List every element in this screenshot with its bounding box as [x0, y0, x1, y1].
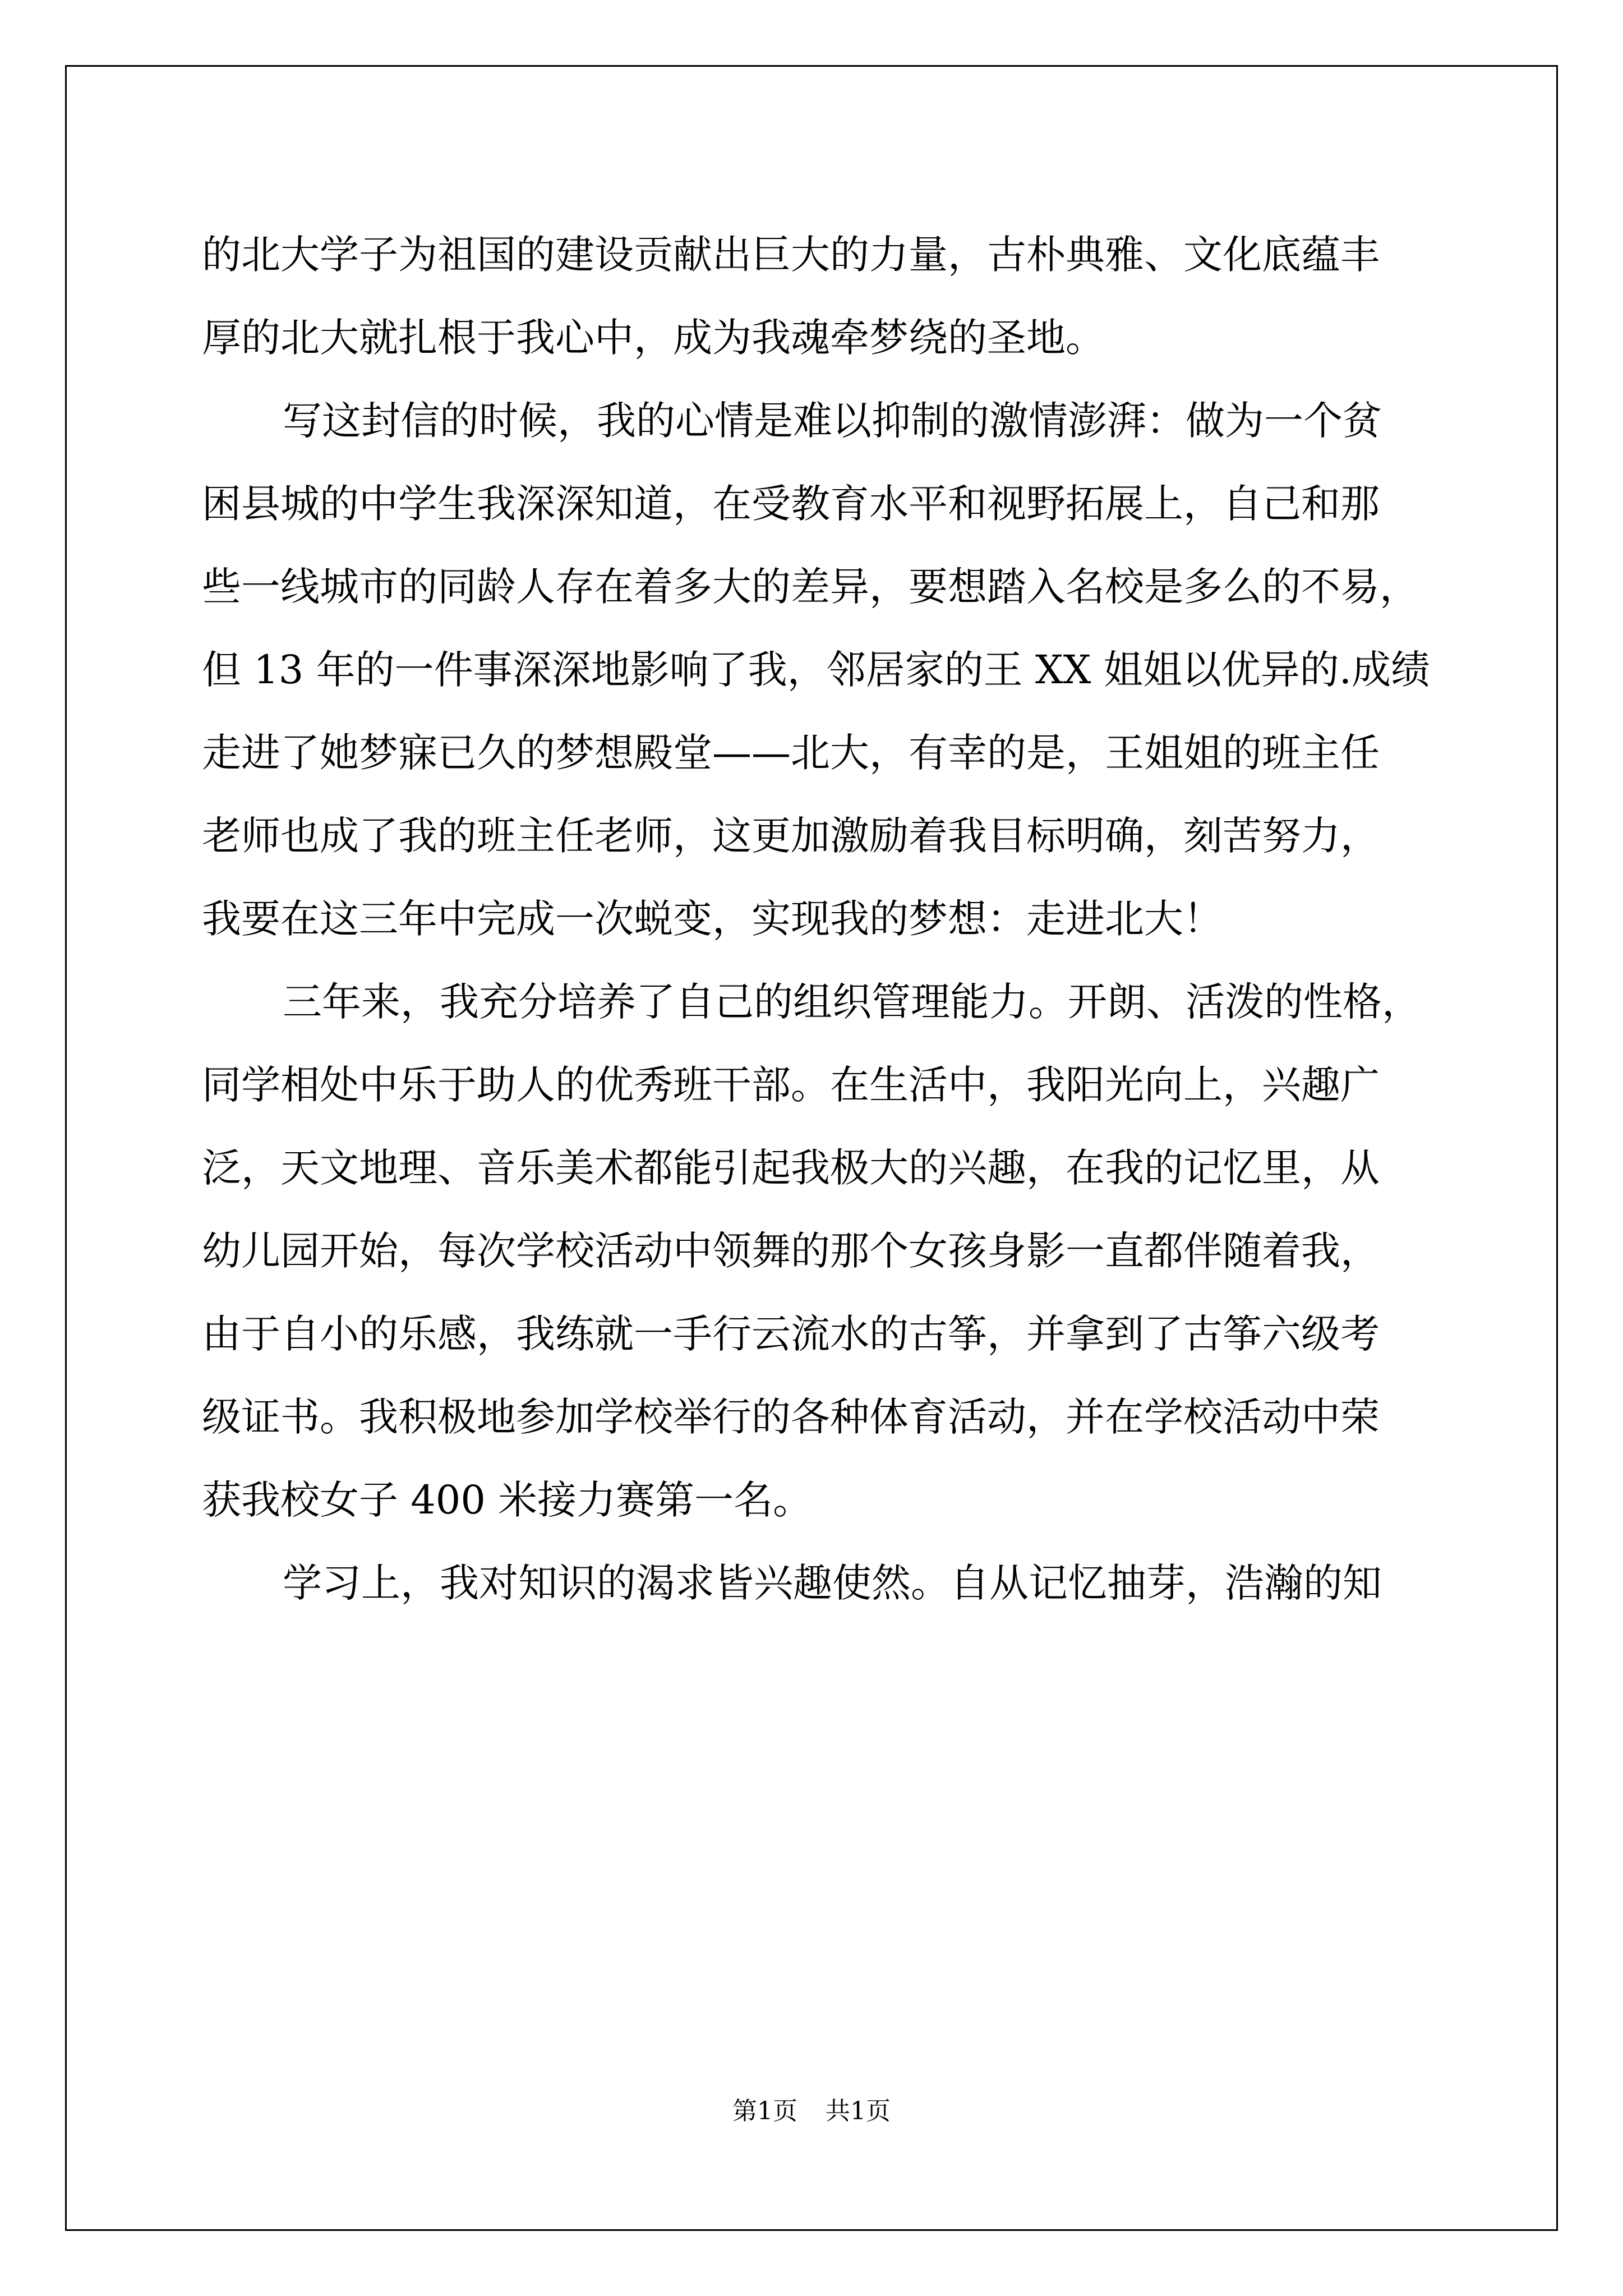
page-footer [0, 2095, 1623, 2128]
paragraph-start-line: 三年来，我充分培养了自己的组织管理能力。开朗、活泼的性格， [283, 979, 1421, 1025]
text-line: 走进了她梦寐已久的梦想殿堂——北大，有幸的是，王姐姐的班主任 [202, 730, 1380, 776]
text-line: 幼儿园开始，每次学校活动中领舞的那个女孩身影一直都伴随着我， [202, 1228, 1380, 1274]
text-line: 获我校女子 400 米接力赛第一名。 [202, 1477, 813, 1523]
page-number: 第1页 [732, 2097, 797, 2125]
paragraph-start-line: 写这封信的时候，我的心情是难以抑制的激情澎湃：做为一个贫 [283, 398, 1382, 444]
text-line: 由于自小的乐感，我练就一手行云流水的古筝，并拿到了古筝六级考 [202, 1311, 1380, 1357]
text-line: 的北大学子为祖国的建设贡献出巨大的力量，古朴典雅、文化底蕴丰 [202, 232, 1380, 278]
document-body [202, 213, 1430, 1625]
paragraph-start-line: 学习上，我对知识的渴求皆兴趣使然。自从记忆抽芽，浩瀚的知 [283, 1560, 1382, 1606]
text-line: 厚的北大就扎根于我心中，成为我魂牵梦绕的圣地。 [202, 315, 1105, 361]
text-line: 同学相处中乐于助人的优秀班干部。在生活中，我阳光向上，兴趣广 [202, 1062, 1380, 1108]
text-line: 级证书。我积极地参加学校举行的各种体育活动，并在学校活动中荣 [202, 1394, 1380, 1440]
text-line: 老师也成了我的班主任老师，这更加激励着我目标明确，刻苦努力， [202, 813, 1380, 859]
text-line: 些一线城市的同龄人存在着多大的差异，要想踏入名校是多么的不易， [202, 564, 1419, 610]
text-line: 我要在这三年中完成一次蜕变，实现我的梦想：走进北大！ [202, 896, 1223, 942]
text-line: 困县城的中学生我深深知道，在受教育水平和视野拓展上，自己和那 [202, 481, 1380, 527]
page-total: 共1页 [826, 2097, 891, 2125]
text-line: 泛，天文地理、音乐美术都能引起我极大的兴趣，在我的记忆里，从 [202, 1145, 1380, 1191]
text-line: 但 13 年的一件事深深地影响了我，邻居家的王 XX 姐姐以优异的.成绩 [202, 647, 1430, 693]
